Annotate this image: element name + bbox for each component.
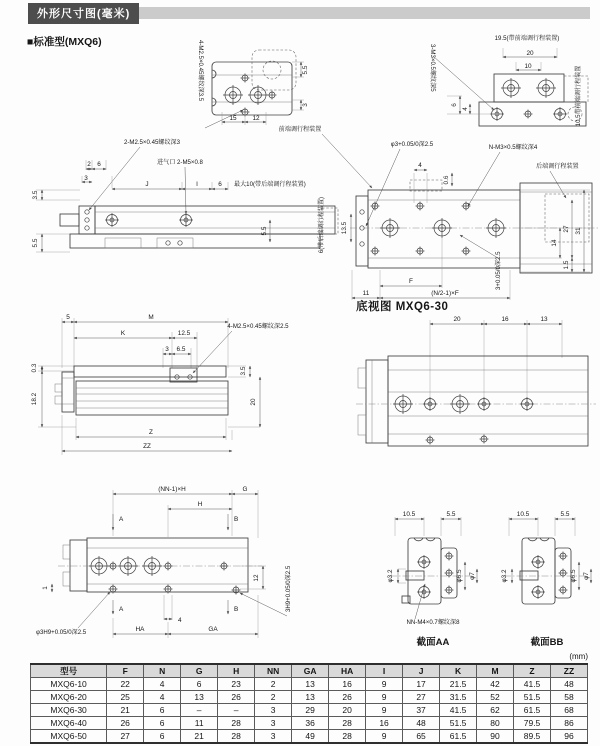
value-cell: 51.5 (514, 691, 551, 704)
drawing-section-bb (501, 511, 591, 648)
port-label: 进气口 2-M5×0.8 (157, 159, 203, 166)
formula-label: (N/2-1)×F (431, 290, 459, 297)
dim-label: 6 (451, 103, 458, 107)
value-cell: 17 (403, 678, 440, 691)
thread-label: 4-M2.5×0.45螺纹深2.5 (227, 323, 289, 330)
dim-label: 1 (42, 586, 49, 590)
hole-label: φ3+0.05/0深2.5 (390, 141, 434, 148)
dim-label: 10.5 (516, 511, 530, 518)
dim-label: 27 (563, 225, 570, 233)
column-header: H (218, 664, 255, 678)
dim-label: 20 (250, 398, 257, 406)
dim-label: φ7 (469, 572, 476, 580)
thread-label: 2-M2.5×0.45螺纹深3 (123, 139, 181, 146)
value-cell: 42 (477, 678, 514, 691)
thread-label: 4-M2.5×0.45螺纹深3.5 (197, 40, 204, 102)
value-cell: 16 (329, 678, 366, 691)
value-cell: 28 (218, 730, 255, 744)
column-header: NN (255, 664, 292, 678)
dim-label: 5 (66, 314, 70, 321)
value-cell: 51.5 (440, 717, 477, 730)
value-cell: 26 (218, 691, 255, 704)
table-row (31, 678, 588, 691)
table-body (31, 678, 588, 744)
value-cell: 52 (477, 691, 514, 704)
value-cell: 89.5 (514, 730, 551, 744)
value-cell: 13 (292, 691, 329, 704)
page-title: 外形尺寸图(毫米) (28, 3, 139, 24)
drawing-side-view (32, 138, 338, 252)
section-marker: A (119, 516, 124, 523)
dim-label: 5.5 (560, 511, 570, 518)
dim-label: 31 (575, 227, 582, 235)
adjuster-note: 后端调行程装置 (536, 163, 579, 170)
dim-label: 4 (462, 107, 469, 111)
section-caption: 截面AA (416, 637, 450, 648)
dim-label: K (120, 330, 126, 337)
dim-label: φ7 (583, 572, 590, 580)
value-cell: 16 (366, 717, 403, 730)
value-cell: 86 (551, 717, 588, 730)
unit-note: (mm) (569, 652, 588, 661)
dim-label: 1.5 (563, 260, 570, 270)
column-header: N (144, 664, 181, 678)
table-row (31, 730, 588, 744)
dim-label: 10 (524, 63, 532, 70)
drawing-bottom-view-mxq630 (356, 299, 596, 446)
model-cell: MXQ6-40 (31, 717, 107, 730)
value-cell: 26 (107, 717, 144, 730)
hole-label: φ3H9+0.05/0深2.5 (36, 629, 87, 636)
value-cell: 61.5 (440, 730, 477, 744)
value-cell: 9 (366, 704, 403, 717)
value-cell: 4 (144, 678, 181, 691)
hole-label: 3H9+0.05/0深2.5 (285, 565, 292, 612)
dim-label: 3.5 (32, 190, 39, 200)
value-cell: 62 (477, 704, 514, 717)
value-cell: 96 (551, 730, 588, 744)
dim-label: 3.5 (240, 366, 247, 376)
model-cell: MXQ6-10 (31, 678, 107, 691)
value-cell: 25 (107, 691, 144, 704)
value-cell: 58 (551, 691, 588, 704)
value-cell: 4 (144, 691, 181, 704)
dim-label: 15 (229, 115, 237, 122)
drawing-top-view (197, 40, 309, 128)
column-header: 型号 (31, 664, 107, 678)
dim-label: 4 (178, 617, 182, 624)
value-cell: 11 (181, 717, 218, 730)
value-cell: 13 (292, 678, 329, 691)
value-cell: 6 (144, 730, 181, 744)
value-cell: – (181, 704, 218, 717)
dim-label: φ3.2 (501, 569, 508, 583)
value-cell: 41.5 (514, 678, 551, 691)
section-marker: B (234, 516, 239, 523)
dimension-table (30, 663, 588, 744)
formula-label: (NN-1)×H (158, 486, 186, 493)
column-header: Z (514, 664, 551, 678)
value-cell: 6 (144, 704, 181, 717)
value-cell: 21.5 (440, 678, 477, 691)
value-cell: 21 (107, 704, 144, 717)
drawing-section-aa (387, 511, 477, 648)
drawing-mounting-view (36, 486, 292, 638)
dim-label: 12.5 (177, 330, 191, 337)
table-row (31, 691, 588, 704)
dim-label: φ6.5 (570, 569, 577, 583)
dim-label: 5.5 (32, 238, 39, 248)
table-header-row (31, 664, 588, 678)
value-cell: 2 (255, 691, 292, 704)
value-cell: 21 (181, 730, 218, 744)
dim-label: 12 (253, 574, 260, 582)
dim-label: 5.5 (302, 65, 309, 75)
value-cell: 65 (403, 730, 440, 744)
column-header: F (107, 664, 144, 678)
dim-label: G (242, 486, 248, 493)
hole-label: 3+0.05/0深2.5 (495, 251, 502, 290)
column-header: G (181, 664, 218, 678)
table-row (31, 717, 588, 730)
value-cell: 27 (107, 730, 144, 744)
dim-label: 4 (418, 162, 422, 169)
max-note: 最大10(带后端调行程装置) (234, 181, 306, 188)
dim-label: H (197, 501, 203, 508)
adjuster-note: 前端调行程装置 (278, 126, 322, 133)
value-cell: 37 (403, 704, 440, 717)
column-header: ZZ (551, 664, 588, 678)
dim-label: 14 (551, 239, 558, 247)
value-cell: 27 (403, 691, 440, 704)
value-cell: 68 (551, 704, 588, 717)
dim-label: φ6.5 (456, 569, 463, 583)
dim-label: 13.5 (341, 221, 348, 235)
value-cell: 2 (255, 678, 292, 691)
dim-label: Z (149, 429, 153, 436)
dim-label: F (409, 278, 413, 285)
dim-label: 3 (302, 103, 309, 107)
drawing-plan-view (279, 125, 598, 300)
dim-label: 3 (165, 346, 169, 353)
dim-label: 3 (84, 175, 88, 182)
adjuster-note: 10.5带前端调行程装置 (575, 65, 582, 127)
value-cell: 28 (329, 717, 366, 730)
dim-label: I (196, 181, 198, 188)
thread-label: N-M3×0.5螺纹深4 (488, 144, 538, 151)
adjuster-note: 6(带后端调行程装置) (318, 196, 325, 254)
view-title: 底视图 MXQ6-30 (356, 301, 449, 313)
value-cell: 48 (551, 678, 588, 691)
subtitle: ■标准型(MXQ6) (27, 36, 102, 48)
dim-label: ZZ (143, 443, 151, 450)
model-cell: MXQ6-50 (31, 730, 107, 744)
value-cell: 61.5 (514, 704, 551, 717)
value-cell: 31.5 (440, 691, 477, 704)
thread-label: 3-M3×0.5螺纹深5 (429, 44, 436, 92)
column-header: J (403, 664, 440, 678)
value-cell: 22 (107, 678, 144, 691)
dim-label: 2 (87, 161, 91, 168)
dim-label: 20 (453, 316, 461, 323)
dim-label: 11 (362, 290, 370, 297)
column-header: I (366, 664, 403, 678)
value-cell: 23 (218, 678, 255, 691)
value-cell: 9 (366, 691, 403, 704)
value-cell: 49 (292, 730, 329, 744)
value-cell: 41.5 (440, 704, 477, 717)
dim-label: 12 (252, 115, 260, 122)
value-cell: 3 (255, 704, 292, 717)
section-marker: B (234, 606, 239, 613)
value-cell: – (218, 704, 255, 717)
column-header: M (477, 664, 514, 678)
column-header: K (440, 664, 477, 678)
model-cell: MXQ6-20 (31, 691, 107, 704)
value-cell: 13 (181, 691, 218, 704)
dim-label: GA (208, 626, 218, 633)
adjuster-note: 19.5(带前端调行程装置) (494, 35, 560, 42)
value-cell: 26 (329, 691, 366, 704)
dimension-table-wrap (30, 663, 588, 744)
dim-label: 10.5 (402, 511, 416, 518)
value-cell: 36 (292, 717, 329, 730)
dim-label: 0.6 (443, 175, 450, 185)
value-cell: 3 (255, 730, 292, 744)
model-cell: MXQ6-30 (31, 704, 107, 717)
drawing-end-view (429, 34, 588, 126)
dim-label: 6 (97, 161, 101, 168)
dim-label: M (148, 314, 154, 321)
thread-label: NN-M4×0.7螺纹深8 (406, 619, 460, 626)
dim-label: 6 (218, 181, 222, 188)
dim-label: 5.5 (446, 511, 456, 518)
section-marker: A (119, 606, 124, 613)
value-cell: 80 (477, 717, 514, 730)
dim-label: 13 (540, 316, 548, 323)
value-cell: 20 (329, 704, 366, 717)
dim-label: 0.3 (31, 363, 38, 373)
value-cell: 28 (218, 717, 255, 730)
value-cell: 28 (329, 730, 366, 744)
value-cell: 9 (366, 678, 403, 691)
drawing-profile-view (31, 314, 289, 455)
dim-label: 6.5 (176, 346, 186, 353)
value-cell: 79.5 (514, 717, 551, 730)
table-row (31, 704, 588, 717)
dim-label: 18.2 (31, 392, 38, 406)
dim-label: J (145, 181, 149, 188)
section-caption: 截面BB (530, 637, 564, 648)
value-cell: 3 (255, 717, 292, 730)
dim-label: HA (135, 626, 145, 633)
value-cell: 90 (477, 730, 514, 744)
column-header: GA (292, 664, 329, 678)
value-cell: 9 (366, 730, 403, 744)
dim-label: 16 (501, 316, 509, 323)
column-header: HA (329, 664, 366, 678)
value-cell: 29 (292, 704, 329, 717)
value-cell: 6 (144, 717, 181, 730)
dim-label: 20 (526, 50, 534, 57)
dim-label: φ3.2 (387, 569, 394, 583)
value-cell: 48 (403, 717, 440, 730)
dim-label: 5.5 (261, 226, 268, 236)
value-cell: 6 (181, 678, 218, 691)
